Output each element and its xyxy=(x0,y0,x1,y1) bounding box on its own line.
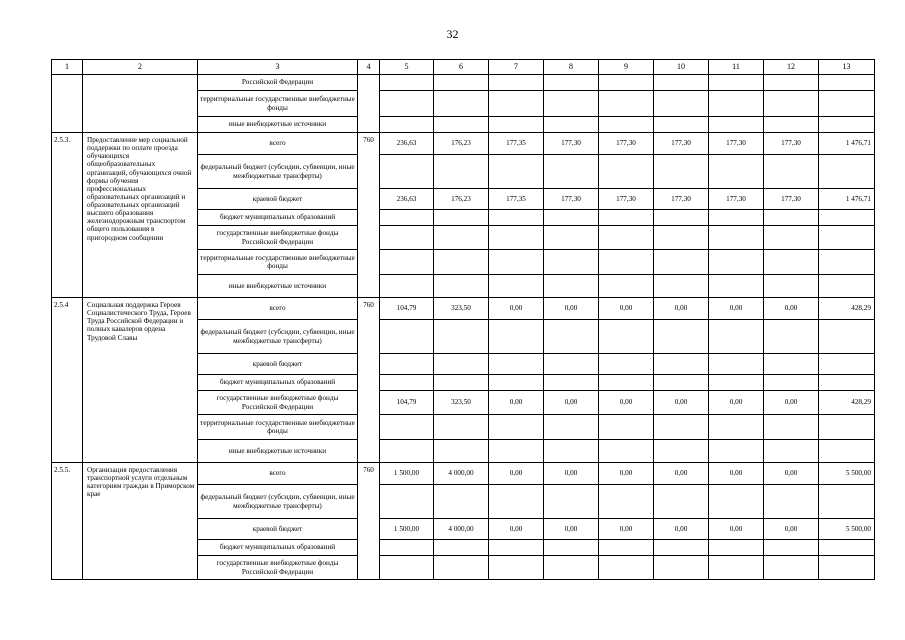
value-cell xyxy=(434,155,489,189)
value-cell xyxy=(764,415,819,440)
column-header-5: 5 xyxy=(380,60,434,75)
row-code-cell: 2.5.5. xyxy=(52,463,83,580)
value-cell xyxy=(709,440,764,463)
value-cell xyxy=(434,75,489,91)
value-cell: 0,00 xyxy=(489,391,544,415)
value-cell: 177,30 xyxy=(544,133,599,155)
value-cell xyxy=(764,155,819,189)
column-header-3: 3 xyxy=(198,60,358,75)
value-cell: 176,23 xyxy=(434,189,489,210)
value-cell xyxy=(434,440,489,463)
value-cell: 177,30 xyxy=(654,133,709,155)
value-cell: 177,30 xyxy=(544,189,599,210)
value-cell xyxy=(489,320,544,354)
value-cell xyxy=(764,375,819,391)
value-cell xyxy=(764,320,819,354)
value-cell: 4 000,00 xyxy=(434,519,489,540)
value-cell: 177,30 xyxy=(599,189,654,210)
value-cell xyxy=(764,354,819,375)
funding-source-cell: территориальные государственные внебюджетные фонды xyxy=(198,250,358,275)
funding-source-cell: бюджет муниципальных образований xyxy=(198,375,358,391)
value-cell: 0,00 xyxy=(709,463,764,485)
value-cell: 0,00 xyxy=(544,463,599,485)
value-cell xyxy=(819,556,875,580)
funding-source-cell: иные внебюджетные источники xyxy=(198,117,358,133)
funding-source-cell: всего xyxy=(198,133,358,155)
value-cell xyxy=(489,117,544,133)
column-header-1: 1 xyxy=(52,60,83,75)
value-cell: 0,00 xyxy=(764,463,819,485)
value-cell xyxy=(709,75,764,91)
value-cell xyxy=(380,117,434,133)
column-header-10: 10 xyxy=(654,60,709,75)
value-cell xyxy=(819,75,875,91)
value-cell: 177,30 xyxy=(709,189,764,210)
column-header-13: 13 xyxy=(819,60,875,75)
value-cell xyxy=(709,250,764,275)
value-cell xyxy=(544,354,599,375)
value-cell xyxy=(654,117,709,133)
funding-source-cell: всего xyxy=(198,298,358,320)
value-cell xyxy=(380,250,434,275)
column-header-4: 4 xyxy=(358,60,380,75)
value-cell: 236,63 xyxy=(380,189,434,210)
funding-source-cell: бюджет муниципальных образований xyxy=(198,210,358,226)
value-cell xyxy=(764,485,819,519)
value-cell: 0,00 xyxy=(709,298,764,320)
value-cell xyxy=(434,485,489,519)
value-cell: 0,00 xyxy=(709,391,764,415)
value-cell: 177,30 xyxy=(764,133,819,155)
value-cell xyxy=(489,275,544,298)
value-cell xyxy=(599,320,654,354)
value-cell xyxy=(544,275,599,298)
value-cell: 177,30 xyxy=(709,133,764,155)
column-header-7: 7 xyxy=(489,60,544,75)
value-cell xyxy=(654,250,709,275)
value-cell xyxy=(764,210,819,226)
value-cell xyxy=(489,250,544,275)
value-cell xyxy=(709,320,764,354)
row-name-cell: Социальная поддержка Героев Социалистического Труда, Героев Труда Российской Федерации и полных кавалеров ордена Трудовой Славы xyxy=(83,298,198,463)
funding-source-cell: федеральный бюджет (субсидии, субвенции, иные межбюджетные трансферты) xyxy=(198,320,358,354)
value-cell xyxy=(544,250,599,275)
value-cell xyxy=(599,155,654,189)
funding-source-cell: государственные внебюджетные фонды Российской Федерации xyxy=(198,556,358,580)
value-cell xyxy=(380,91,434,117)
value-cell xyxy=(654,210,709,226)
budget-code-cell: 760 xyxy=(358,463,380,580)
value-cell: 1 500,00 xyxy=(380,519,434,540)
value-cell xyxy=(434,320,489,354)
budget-code-cell: 760 xyxy=(358,298,380,463)
value-cell xyxy=(489,155,544,189)
value-cell: 0,00 xyxy=(544,519,599,540)
value-cell: 177,30 xyxy=(599,133,654,155)
row-name-cell: Организация предоставления транспортной услуги отдельным категориям граждан в Приморском крае xyxy=(83,463,198,580)
value-cell: 428,29 xyxy=(819,298,875,320)
value-cell xyxy=(434,91,489,117)
value-cell xyxy=(819,540,875,556)
value-cell xyxy=(489,354,544,375)
value-cell xyxy=(709,91,764,117)
budget-code-cell xyxy=(358,75,380,133)
value-cell xyxy=(764,226,819,250)
header-row xyxy=(52,60,875,75)
funding-source-cell: территориальные государственные внебюджетные фонды xyxy=(198,91,358,117)
value-cell xyxy=(654,354,709,375)
value-cell xyxy=(709,375,764,391)
value-cell xyxy=(654,440,709,463)
value-cell xyxy=(709,556,764,580)
value-cell: 428,29 xyxy=(819,391,875,415)
table-row xyxy=(52,463,875,485)
value-cell xyxy=(544,91,599,117)
funding-source-cell: иные внебюджетные источники xyxy=(198,275,358,298)
value-cell xyxy=(764,440,819,463)
budget-code-cell: 760 xyxy=(358,133,380,298)
funding-source-cell: Российской Федерации xyxy=(198,75,358,91)
value-cell: 177,35 xyxy=(489,133,544,155)
table-row xyxy=(52,133,875,155)
value-cell xyxy=(544,75,599,91)
row-code-cell: 2.5.3. xyxy=(52,133,83,298)
value-cell xyxy=(764,556,819,580)
value-cell xyxy=(380,75,434,91)
value-cell xyxy=(489,485,544,519)
value-cell xyxy=(764,117,819,133)
value-cell: 0,00 xyxy=(654,519,709,540)
funding-source-cell: государственные внебюджетные фонды Российской Федерации xyxy=(198,226,358,250)
value-cell xyxy=(819,155,875,189)
value-cell xyxy=(544,485,599,519)
value-cell xyxy=(599,485,654,519)
value-cell xyxy=(599,354,654,375)
funding-source-cell: федеральный бюджет (субсидии, субвенции, иные межбюджетные трансферты) xyxy=(198,485,358,519)
value-cell xyxy=(380,226,434,250)
value-cell xyxy=(544,320,599,354)
value-cell: 0,00 xyxy=(654,298,709,320)
value-cell xyxy=(544,540,599,556)
value-cell xyxy=(654,226,709,250)
value-cell: 236,63 xyxy=(380,133,434,155)
value-cell xyxy=(434,415,489,440)
value-cell xyxy=(380,375,434,391)
value-cell xyxy=(819,354,875,375)
value-cell xyxy=(764,250,819,275)
value-cell xyxy=(599,250,654,275)
value-cell xyxy=(654,375,709,391)
value-cell: 0,00 xyxy=(489,298,544,320)
value-cell xyxy=(544,556,599,580)
value-cell: 104,79 xyxy=(380,391,434,415)
value-cell xyxy=(380,155,434,189)
value-cell xyxy=(434,375,489,391)
value-cell: 0,00 xyxy=(599,298,654,320)
value-cell: 323,50 xyxy=(434,298,489,320)
value-cell: 1 500,00 xyxy=(380,463,434,485)
value-cell xyxy=(434,117,489,133)
value-cell xyxy=(434,210,489,226)
value-cell xyxy=(380,415,434,440)
value-cell xyxy=(654,275,709,298)
column-header-2: 2 xyxy=(83,60,198,75)
value-cell xyxy=(709,210,764,226)
value-cell: 177,30 xyxy=(654,189,709,210)
value-cell xyxy=(434,540,489,556)
value-cell xyxy=(544,117,599,133)
value-cell xyxy=(380,440,434,463)
value-cell xyxy=(654,155,709,189)
value-cell xyxy=(599,556,654,580)
value-cell xyxy=(819,320,875,354)
value-cell: 0,00 xyxy=(489,519,544,540)
value-cell xyxy=(489,91,544,117)
column-header-8: 8 xyxy=(544,60,599,75)
value-cell xyxy=(599,210,654,226)
value-cell xyxy=(819,440,875,463)
value-cell xyxy=(599,375,654,391)
value-cell xyxy=(819,485,875,519)
value-cell: 5 500,00 xyxy=(819,463,875,485)
value-cell xyxy=(380,354,434,375)
value-cell: 0,00 xyxy=(764,519,819,540)
value-cell: 0,00 xyxy=(599,463,654,485)
value-cell: 0,00 xyxy=(764,298,819,320)
value-cell: 177,30 xyxy=(764,189,819,210)
value-cell xyxy=(434,250,489,275)
column-header-12: 12 xyxy=(764,60,819,75)
value-cell: 176,23 xyxy=(434,133,489,155)
row-name-cell: Предоставление мер социальной поддержки по оплате проезда обучающихся общеобразовательных организаций, обучающихся очной формы обучения профессиональных образовательных организаций и образовательных организаций высшего образования железнодорожным транспортом общего пользования в пригородном сообщении xyxy=(83,133,198,298)
funding-source-cell: федеральный бюджет (субсидии, субвенции, иные межбюджетные трансферты) xyxy=(198,155,358,189)
value-cell xyxy=(544,440,599,463)
value-cell xyxy=(654,556,709,580)
value-cell xyxy=(434,226,489,250)
value-cell xyxy=(489,440,544,463)
value-cell xyxy=(709,117,764,133)
value-cell xyxy=(764,91,819,117)
value-cell: 0,00 xyxy=(489,463,544,485)
row-code-cell: 2.5.4 xyxy=(52,298,83,463)
value-cell xyxy=(599,226,654,250)
value-cell xyxy=(489,210,544,226)
value-cell xyxy=(544,375,599,391)
funding-source-cell: всего xyxy=(198,463,358,485)
value-cell xyxy=(654,91,709,117)
funding-source-cell: краевой бюджет xyxy=(198,189,358,210)
value-cell xyxy=(380,275,434,298)
page-number: 32 xyxy=(446,27,459,41)
value-cell xyxy=(764,75,819,91)
value-cell: 0,00 xyxy=(544,391,599,415)
value-cell xyxy=(709,275,764,298)
value-cell xyxy=(819,375,875,391)
value-cell xyxy=(654,540,709,556)
value-cell: 0,00 xyxy=(599,519,654,540)
value-cell: 0,00 xyxy=(654,463,709,485)
value-cell: 104,79 xyxy=(380,298,434,320)
funding-source-cell: иные внебюджетные источники xyxy=(198,440,358,463)
value-cell xyxy=(599,117,654,133)
value-cell xyxy=(819,226,875,250)
continuation-row xyxy=(52,75,875,91)
value-cell xyxy=(489,375,544,391)
value-cell xyxy=(380,320,434,354)
row-name-cell xyxy=(83,75,198,133)
value-cell: 0,00 xyxy=(764,391,819,415)
column-header-11: 11 xyxy=(709,60,764,75)
value-cell: 1 476,71 xyxy=(819,189,875,210)
value-cell: 177,35 xyxy=(489,189,544,210)
value-cell: 0,00 xyxy=(709,519,764,540)
value-cell xyxy=(819,415,875,440)
value-cell xyxy=(709,540,764,556)
value-cell xyxy=(599,91,654,117)
value-cell xyxy=(709,354,764,375)
value-cell xyxy=(654,75,709,91)
value-cell xyxy=(599,440,654,463)
value-cell: 5 500,00 xyxy=(819,519,875,540)
value-cell xyxy=(654,320,709,354)
value-cell xyxy=(544,415,599,440)
value-cell xyxy=(380,556,434,580)
value-cell xyxy=(709,415,764,440)
value-cell xyxy=(654,415,709,440)
value-cell xyxy=(489,540,544,556)
budget-table xyxy=(51,59,875,580)
value-cell xyxy=(544,226,599,250)
value-cell xyxy=(599,75,654,91)
value-cell xyxy=(489,75,544,91)
funding-source-cell: территориальные государственные внебюджетные фонды xyxy=(198,415,358,440)
value-cell: 0,00 xyxy=(544,298,599,320)
value-cell: 0,00 xyxy=(654,391,709,415)
value-cell xyxy=(599,415,654,440)
value-cell xyxy=(819,91,875,117)
value-cell: 0,00 xyxy=(599,391,654,415)
value-cell xyxy=(709,155,764,189)
funding-source-cell: краевой бюджет xyxy=(198,519,358,540)
value-cell: 4 000,00 xyxy=(434,463,489,485)
value-cell xyxy=(599,540,654,556)
value-cell xyxy=(434,354,489,375)
value-cell xyxy=(544,210,599,226)
value-cell xyxy=(380,485,434,519)
value-cell xyxy=(544,155,599,189)
value-cell xyxy=(709,226,764,250)
value-cell xyxy=(380,540,434,556)
value-cell xyxy=(709,485,764,519)
column-header-9: 9 xyxy=(599,60,654,75)
table-row xyxy=(52,298,875,320)
value-cell xyxy=(434,275,489,298)
value-cell xyxy=(819,117,875,133)
value-cell xyxy=(380,210,434,226)
value-cell xyxy=(819,210,875,226)
value-cell: 1 476,71 xyxy=(819,133,875,155)
funding-source-cell: краевой бюджет xyxy=(198,354,358,375)
value-cell xyxy=(764,540,819,556)
value-cell xyxy=(819,250,875,275)
value-cell xyxy=(489,415,544,440)
column-header-6: 6 xyxy=(434,60,489,75)
value-cell xyxy=(434,556,489,580)
value-cell xyxy=(599,275,654,298)
value-cell xyxy=(654,485,709,519)
value-cell xyxy=(819,275,875,298)
value-cell xyxy=(489,556,544,580)
row-code-cell xyxy=(52,75,83,133)
value-cell xyxy=(489,226,544,250)
funding-source-cell: государственные внебюджетные фонды Российской Федерации xyxy=(198,391,358,415)
value-cell xyxy=(764,275,819,298)
funding-source-cell: бюджет муниципальных образований xyxy=(198,540,358,556)
value-cell: 323,50 xyxy=(434,391,489,415)
